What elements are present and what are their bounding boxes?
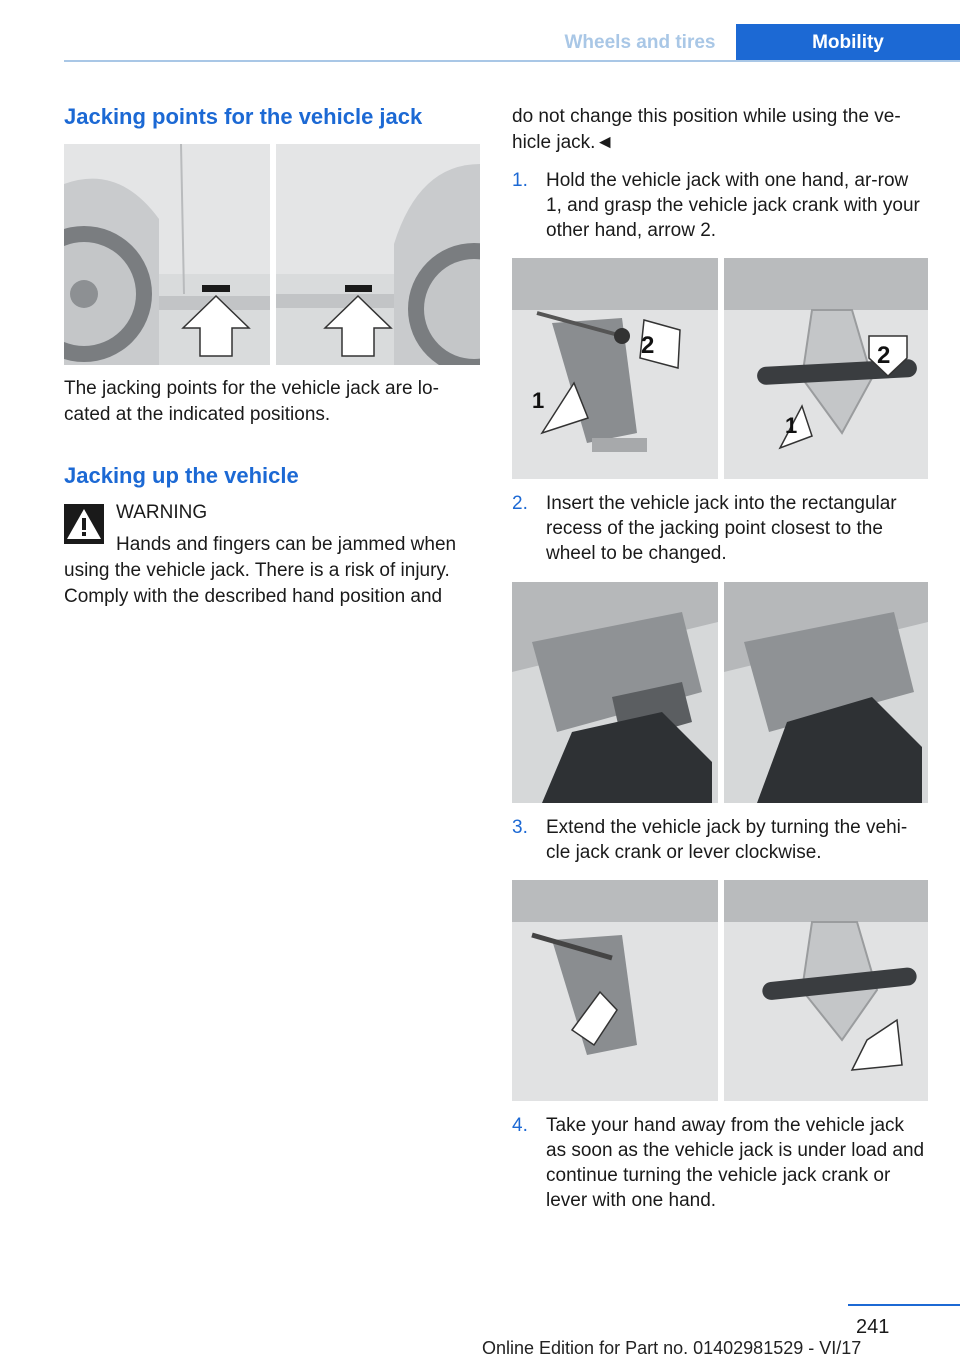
step-1-number: 1. xyxy=(512,170,528,191)
callout-2: 2 xyxy=(877,342,891,369)
header-chapter-tab: Mobility xyxy=(736,24,960,61)
warning-title: WARNING xyxy=(116,502,208,523)
step-3-text: Extend the vehicle jack by turning the vehi-cle jack crank or lever clockwise. xyxy=(546,817,908,863)
warning-triangle-icon xyxy=(64,504,104,544)
step-1-text: Hold the vehicle jack with one hand, ar-row 1, and grasp the vehicle jack crank with your other hand, arrow 2. xyxy=(546,170,920,241)
warning-continuation: do not change this position while using the ve-hicle jack.◄ xyxy=(512,106,901,153)
step-2-illustration xyxy=(512,582,928,803)
warning-text-body: using the vehicle jack. There is a risk of injury. Comply with the described hand position and xyxy=(64,560,450,607)
header-section-tab: Wheels and tires xyxy=(544,24,736,61)
header-rule xyxy=(64,60,960,62)
step-2-number: 2. xyxy=(512,493,528,514)
callout-2: 2 xyxy=(641,332,655,359)
footer-rule xyxy=(848,1304,960,1306)
warning-text-first-line: Hands and fingers can be jammed when xyxy=(116,534,457,555)
heading-jacking-up: Jacking up the vehicle xyxy=(64,463,299,488)
heading-jacking-points: Jacking points for the vehicle jack xyxy=(64,104,423,129)
page-number: 241 xyxy=(856,1316,890,1338)
footer-edition: Online Edition for Part no. 01402981529 - VI/17 xyxy=(482,1338,862,1358)
jacking-points-illustration xyxy=(64,144,480,365)
step-1-illustration xyxy=(512,258,928,479)
step-4-number: 4. xyxy=(512,1115,528,1136)
callout-1: 1 xyxy=(532,388,545,413)
step-3-number: 3. xyxy=(512,817,528,838)
jacking-points-text: The jacking points for the vehicle jack are lo-cated at the indicated positions. xyxy=(64,378,439,425)
step-3-illustration xyxy=(512,880,928,1101)
callout-1: 1 xyxy=(785,413,798,438)
step-4-text: Take your hand away from the vehicle jack as soon as the vehicle jack is under load and continue turning the vehicle jack crank or lever with one hand. xyxy=(546,1115,925,1211)
step-2-text: Insert the vehicle jack into the rectangular recess of the jacking point closest to the wheel to be changed. xyxy=(546,493,897,564)
